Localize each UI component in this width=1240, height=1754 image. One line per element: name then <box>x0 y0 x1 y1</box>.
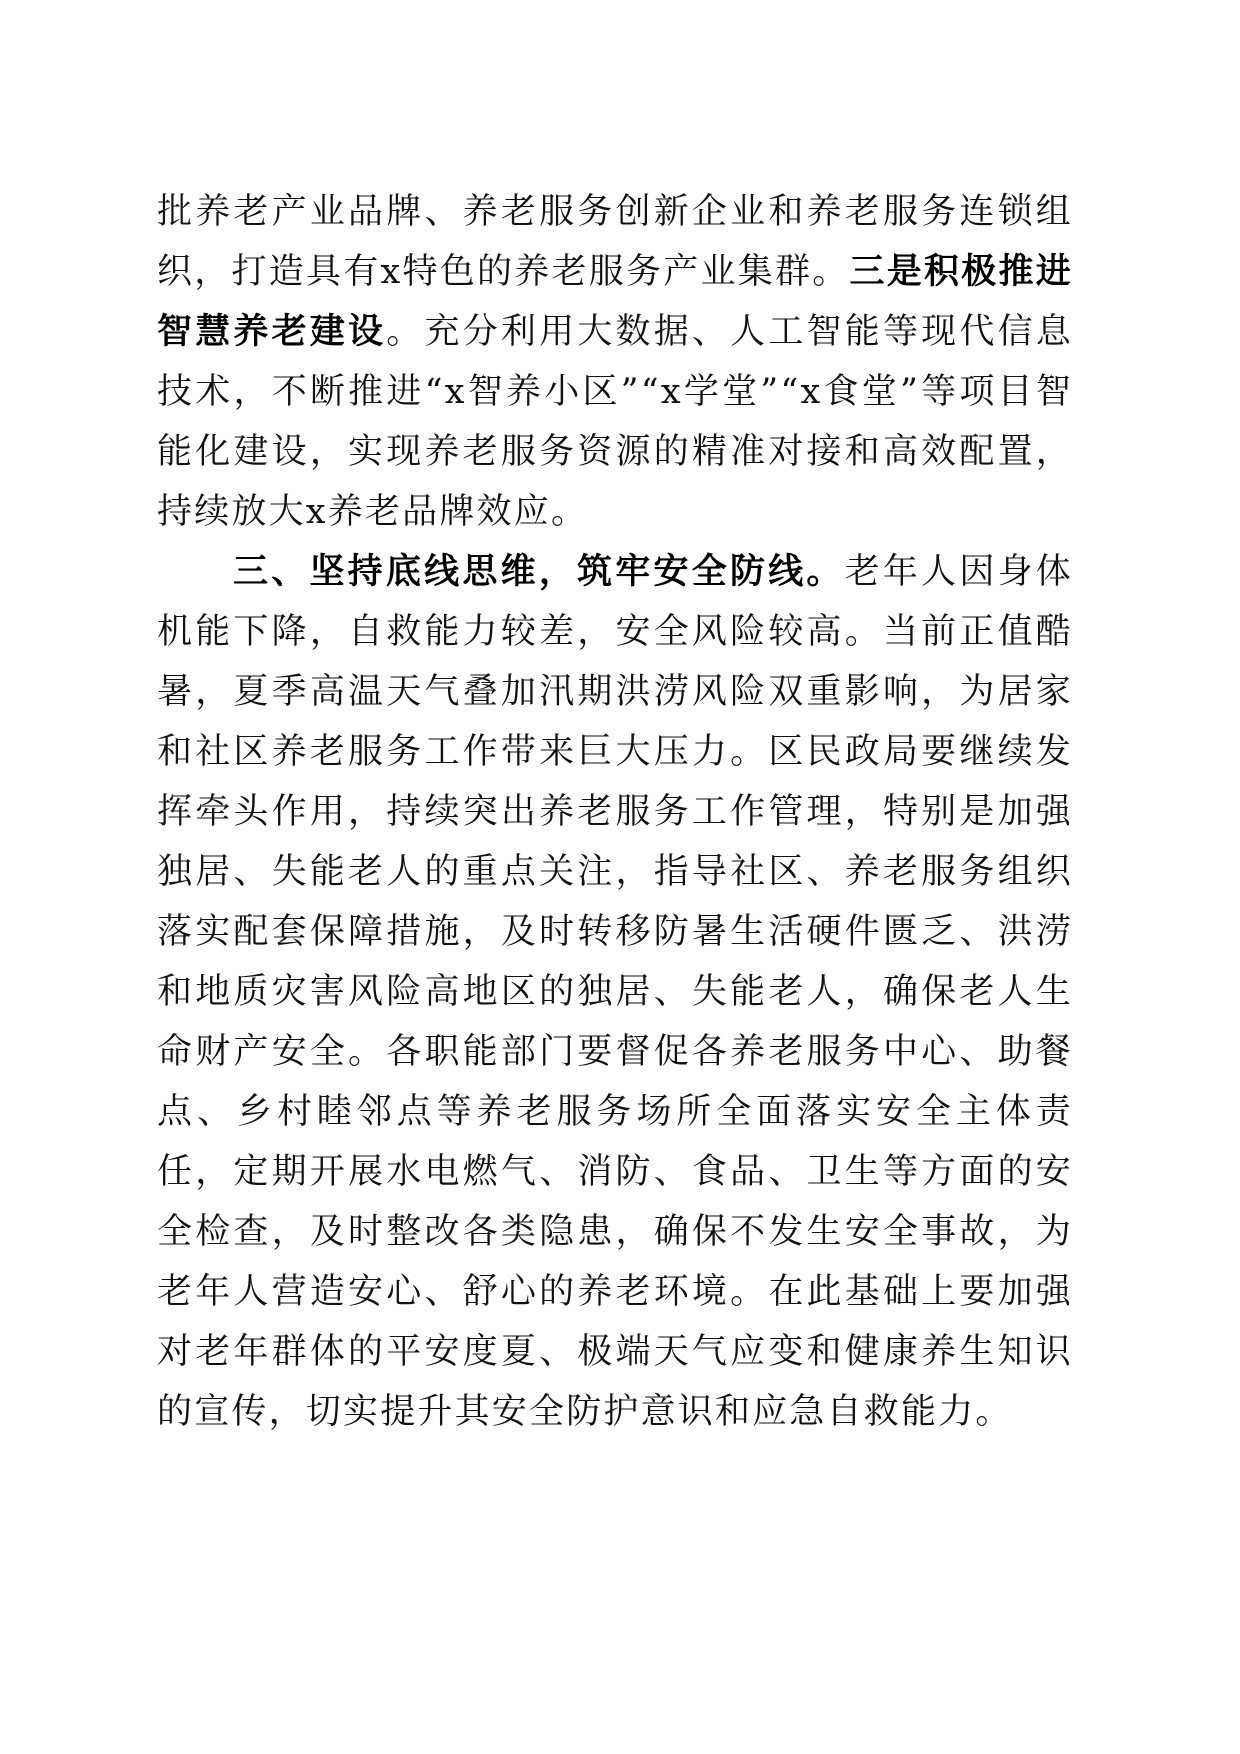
body-text: 老年人因身体机能下降，自救能力较差，安全风险较高。当前正值酷暑，夏季高温天气叠加汛期洪涝风险双重影响，为居家和社区养老服务工作带来巨大压力。区民政局要继续发挥牵头作用，持续突出养老服务工作管理，特别是加强独居、失能老人的重点关注，指导社区、养老服务组织落实配套保障措施，及时转移防暑生活硬件匮乏、洪涝和地质灾害风险高地区的独居、失能老人，确保老人生命财产安全。各职能部门要督促各养老服务中心、助餐点、乡村睦邻点等养老服务场所全面落实安全主体责任，定期开展水电燃气、消防、食品、卫生等方面的安全检查，及时整改各类隐患，确保不发生安全事故，为老年人营造安心、舒心的养老环境。在此基础上要加强对老年群体的平安度夏、极端天气应变和健康养生知识的宣传，切实提升其安全防护意识和应急自救能力。 <box>157 552 1073 1432</box>
section-heading: 三、坚持底线思维，筑牢安全防线。 <box>233 551 845 592</box>
body-text: 。充分利用大数据、人工智能等现代信息技术，不断推进“x智养小区”“x学堂”“x食堂”等项目智能化建设，实现养老服务资源的精准对接和高效配置，持续放大x养老品牌效应。 <box>157 312 1073 532</box>
bold-heading-text: 三是积极推进智慧养老建设 <box>157 251 1073 352</box>
paragraph-section-three <box>157 542 1073 1442</box>
body-text: 批养老产业品牌、养老服务创新企业和养老服务连锁组织，打造具有x特色的养老服务产业集群。 <box>157 192 1073 292</box>
document-body <box>157 182 1073 1442</box>
paragraph-continuation <box>157 182 1073 542</box>
